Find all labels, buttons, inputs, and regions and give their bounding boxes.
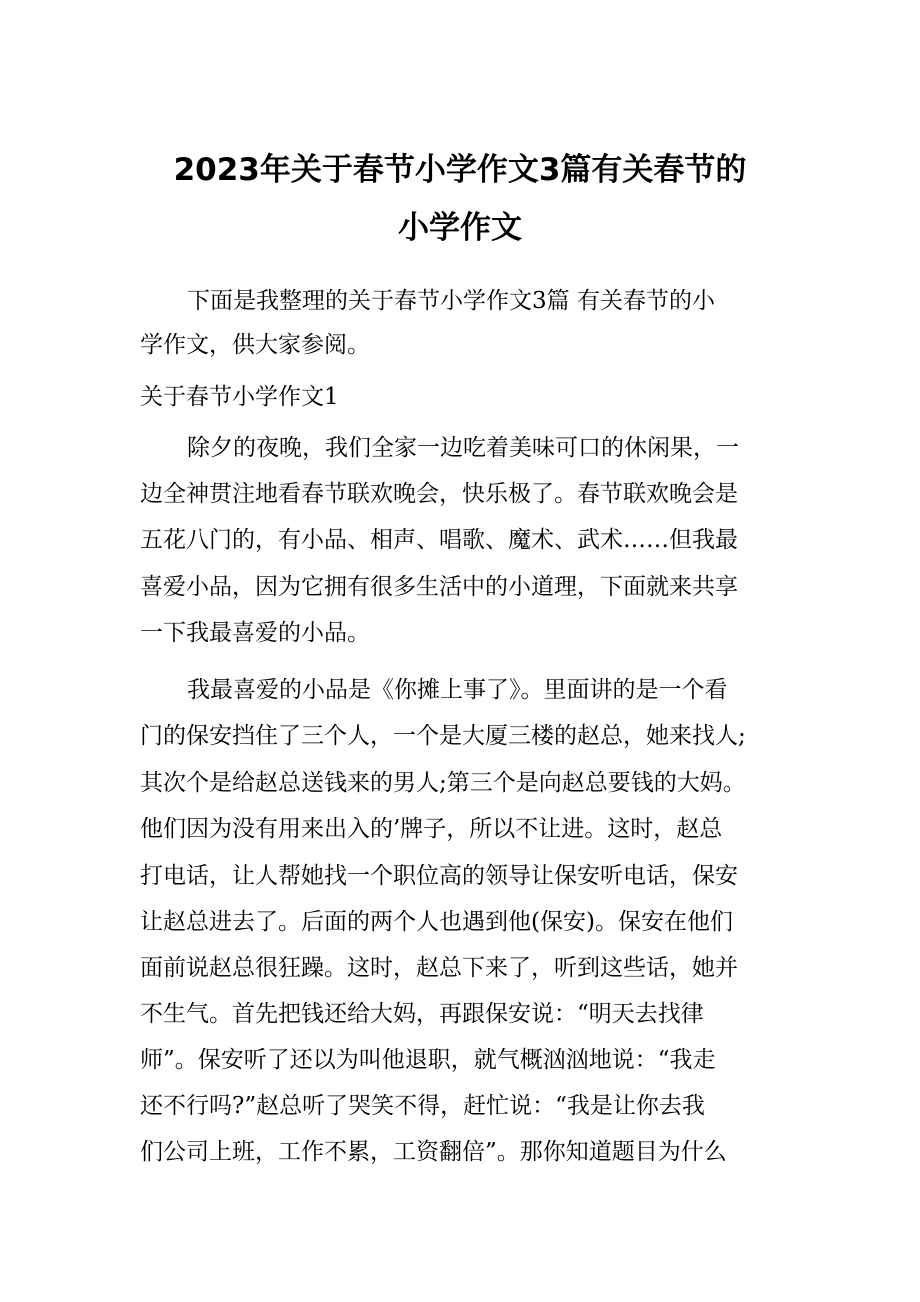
paragraph2-line-10: 还不行吗?”赵总听了哭笑不得，赶忙说：“我是让你去我 — [140, 1093, 705, 1119]
intro-line-2: 学作文，供大家参阅。 — [140, 332, 370, 358]
paragraph2-line-1: 我最喜爱的小品是《你摊上事了》。里面讲的是一个看 — [187, 677, 728, 703]
paragraph2-line-8: 不生气。首先把钱还给大妈，再跟保安说：“明天去找律 — [140, 1001, 704, 1027]
document-title-line-2: 小学作文 — [398, 210, 522, 246]
paragraph2-line-9: 师”。保安听了还以为叫他退职，就气概汹汹地说：“我走 — [140, 1047, 716, 1073]
paragraph2-line-11: 们公司上班，工作不累，工资翻倍”。那你知道题目为什么 — [140, 1139, 727, 1165]
paragraph1-line-3: 五花八门的，有小品、相声、唱歌、魔术、武术……但我最 — [140, 527, 738, 553]
paragraph1-line-1: 除夕的夜晚，我们全家一边吃着美味可口的休闲果，一 — [187, 435, 739, 461]
paragraph2-line-6: 让赵总进去了。后面的两个人也遇到他(保安)。保安在他们 — [140, 909, 733, 935]
paragraph1-line-4: 喜爱小品，因为它拥有很多生活中的小道理，下面就来共享 — [140, 574, 738, 600]
paragraph2-line-7: 面前说赵总很狂躁。这时，赵总下来了，听到这些话，她并 — [140, 955, 738, 981]
paragraph2-line-2: 门的保安挡住了三个人，一个是大厦三楼的赵总，她来找人; — [140, 723, 746, 749]
intro-line-1: 下面是我整理的关于春节小学作文3篇 有关春节的小 — [187, 288, 715, 314]
paragraph1-line-5: 一下我最喜爱的小品。 — [140, 620, 370, 646]
paragraph2-line-5: 打电话，让人帮她找一个职位高的领导让保安听电话，保安 — [140, 863, 738, 889]
document-title-line-1: 2023年关于春节小学作文3篇有关春节的 — [173, 152, 747, 188]
paragraph2-line-3: 其次个是给赵总送钱来的男人;第三个是向赵总要钱的大妈。 — [140, 770, 746, 796]
paragraph2-line-4: 他们因为没有用来出入的’牌子，所以不让进。这时，赵总 — [140, 816, 723, 842]
section-heading: 关于春节小学作文1 — [140, 384, 339, 410]
paragraph1-line-2: 边全神贯注地看春节联欢晚会，快乐极了。春节联欢晚会是 — [140, 481, 738, 507]
